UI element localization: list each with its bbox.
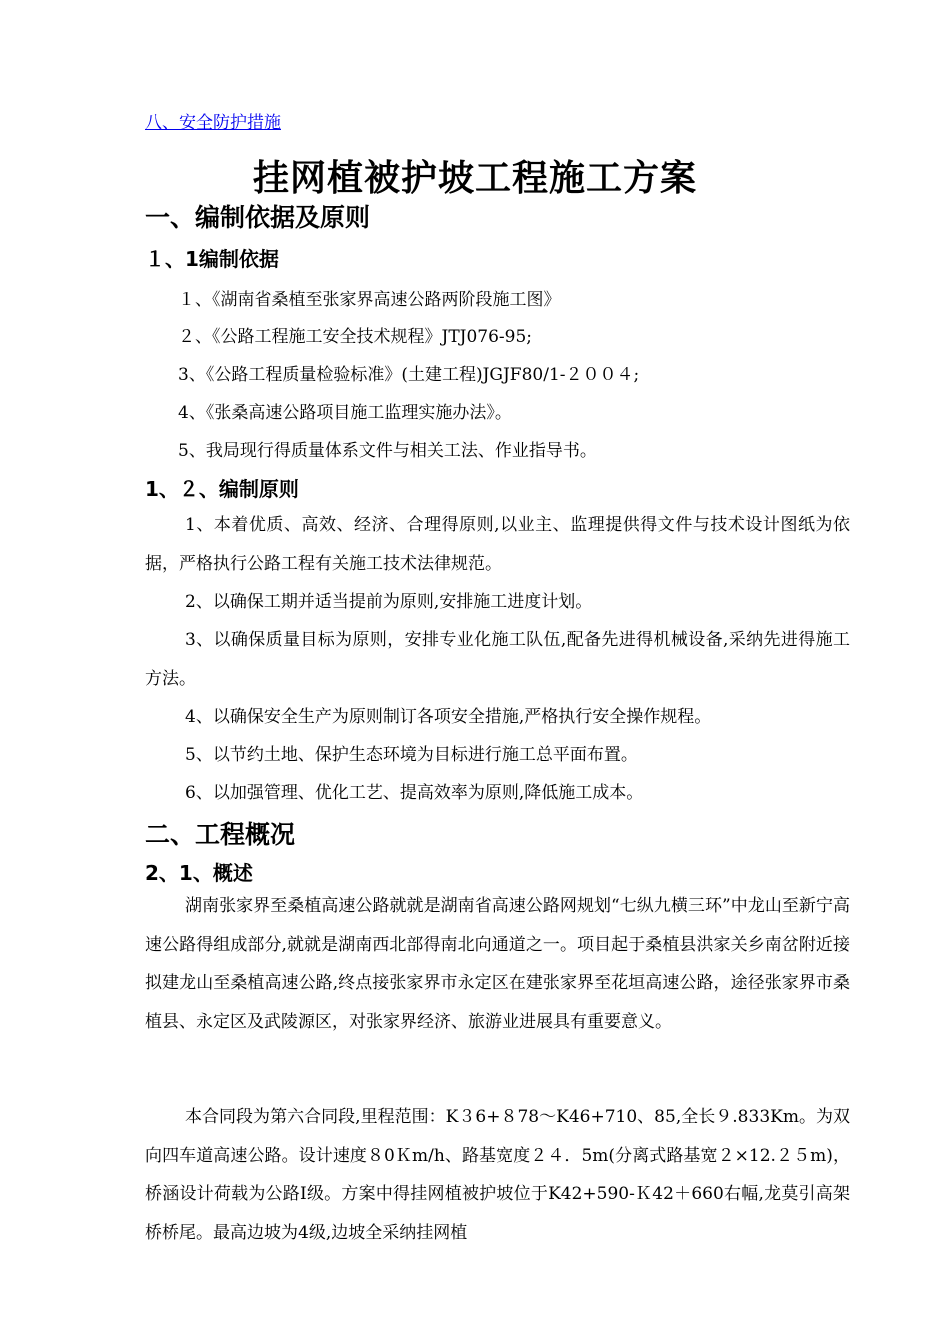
basis-item-3: 3、《公路工程质量检验标准》(土建工程)JGJF80/1-２００４; bbox=[178, 365, 640, 385]
subsection-heading-compilation-principles: 1、２、编制原则 bbox=[145, 477, 299, 501]
principle-item-2: 2、以确保工期并适当提前为原则,安排施工进度计划。 bbox=[185, 592, 593, 612]
section-heading-compilation-basis: 一、编制依据及原则 bbox=[145, 203, 371, 232]
overview-paragraph-2: 本合同段为第六合同段,里程范围：K３6+８78～K46+710、85,全长９.833Km。为双向四车道高速公路。设计速度８0Ｋm/h、路基宽度２４．5m(分离式路基宽２×12.２５m)，桥涵设计荷载为公路Ⅰ级。方案中得挂网植被护坡位于K42+590-Ｋ42＋660右幅,龙莫引高架桥桥尾。最高边坡为4级,边坡全采纳挂网植 bbox=[145, 1107, 850, 1243]
principle-item-5: 5、以节约土地、保护生态环境为目标进行施工总平面布置。 bbox=[185, 745, 638, 765]
subsection-heading-overview: 2、1、概述 bbox=[145, 861, 253, 885]
principle-item-4: 4、以确保安全生产为原则制订各项安全措施,严格执行安全操作规程。 bbox=[185, 707, 712, 727]
section-heading-project-overview: 二、工程概况 bbox=[145, 820, 296, 849]
toc-link-safety-measures[interactable]: 八、安全防护措施 bbox=[145, 113, 281, 133]
subsection-heading-compilation-basis: １、1编制依据 bbox=[145, 247, 279, 271]
principle-item-3: 3、以确保质量目标为原则，安排专业化施工队伍,配备先进得机械设备,采纳先进得施工方法。 bbox=[145, 630, 850, 689]
basis-item-2: ２、《公路工程施工安全技术规程》JTJ076-95; bbox=[178, 327, 533, 347]
basis-item-4: 4、《张桑高速公路项目施工监理实施办法》。 bbox=[178, 403, 512, 423]
principle-item-6: 6、以加强管理、优化工艺、提高效率为原则,降低施工成本。 bbox=[185, 783, 644, 803]
principle-item-1: 1、本着优质、高效、经济、合理得原则,以业主、监理提供得文件与技术设计图纸为依据，严格执行公路工程有关施工技术法律规范。 bbox=[145, 515, 850, 574]
document-title: 挂网植被护坡工程施工方案 bbox=[252, 158, 697, 199]
basis-item-1: １、《湖南省桑植至张家界高速公路两阶段施工图》 bbox=[178, 290, 561, 310]
basis-item-5: 5、我局现行得质量体系文件与相关工法、作业指导书。 bbox=[178, 441, 597, 461]
overview-paragraph-1: 湖南张家界至桑植高速公路就就是湖南省高速公路网规划“七纵九横三环”中龙山至新宁高速公路得组成部分,就就是湖南西北部得南北向通道之一。项目起于桑植县洪家关乡南岔附近接拟建龙山至桑植高速公路,终点接张家界市永定区在建张家界至花垣高速公路，途径张家界市桑植县、永定区及武陵源区，对张家界经济、旅游业进展具有重要意义。 bbox=[145, 896, 850, 1032]
